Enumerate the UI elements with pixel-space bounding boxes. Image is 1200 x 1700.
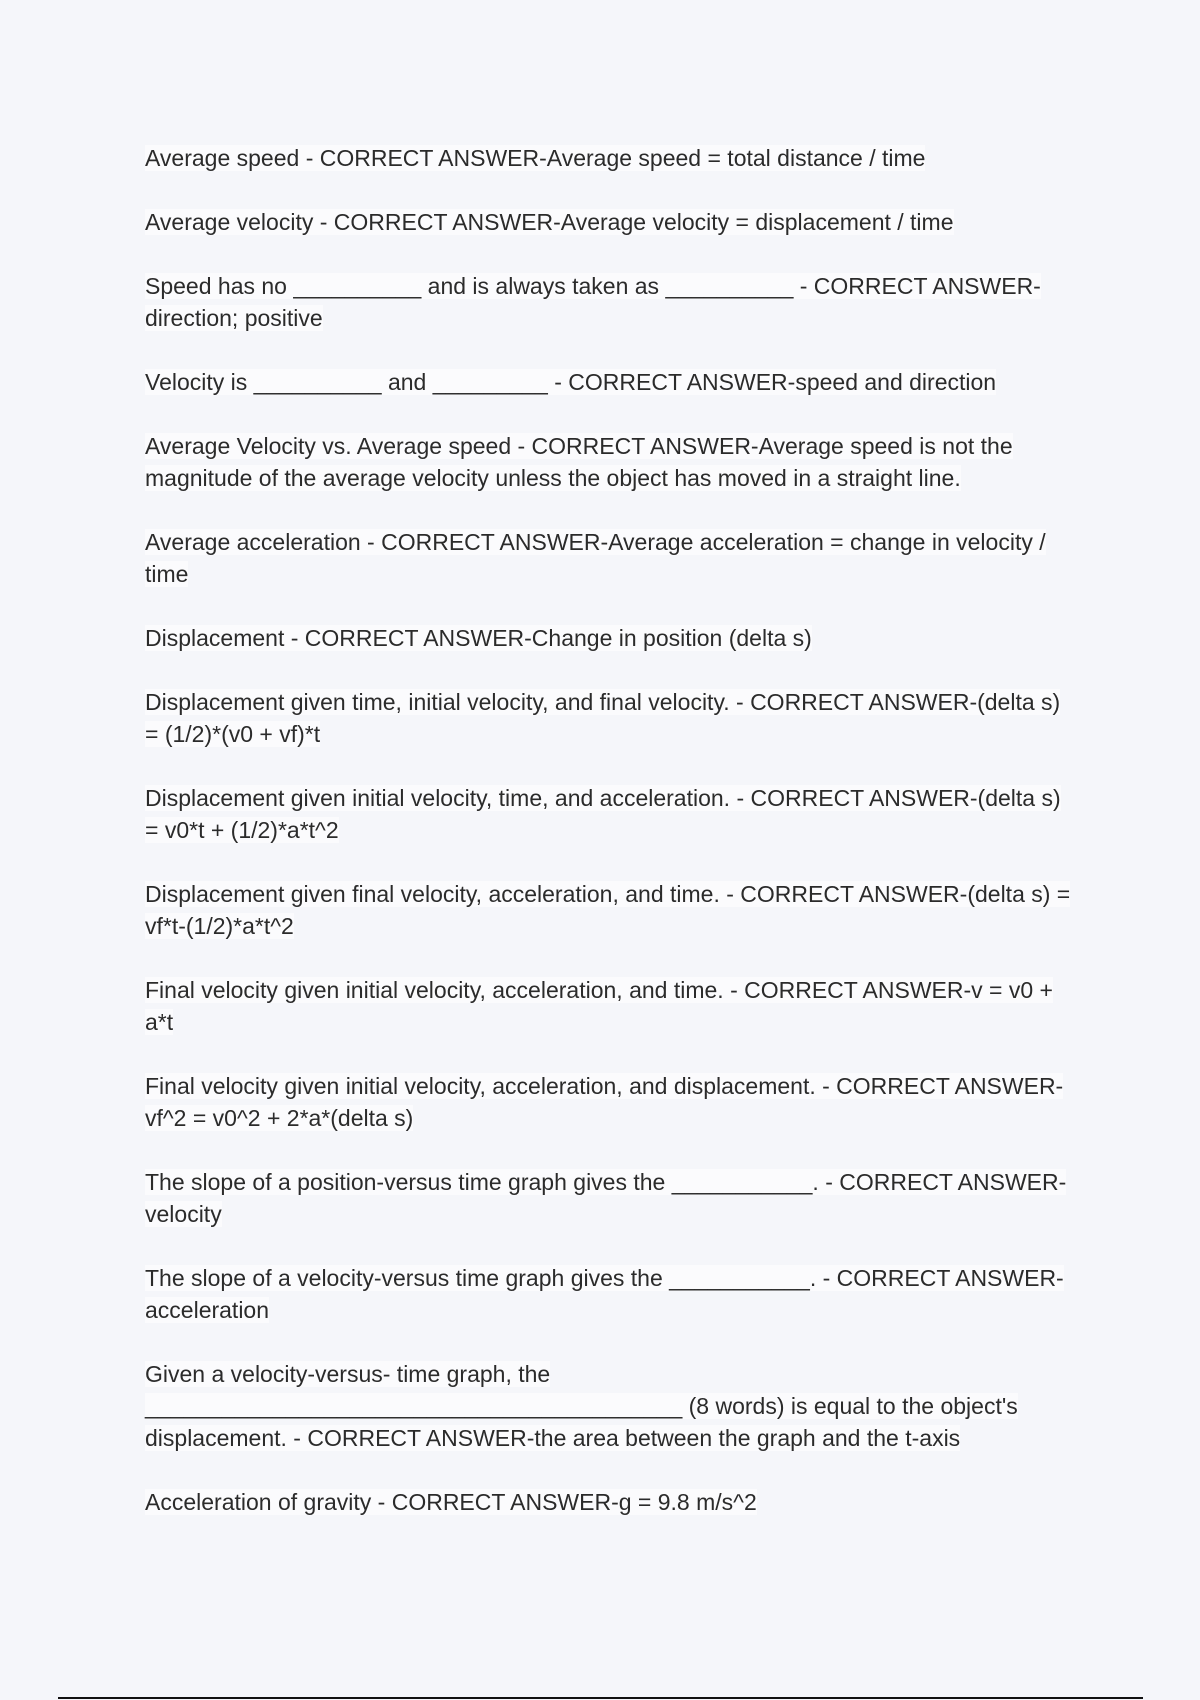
qa-item-displacement: Displacement - CORRECT ANSWER-Change in position (delta s) [145,625,812,651]
qa-item-speed-direction: Speed has no __________ and is always taken as __________ - CORRECT ANSWER-direction; positive [145,273,1041,331]
qa-item-displacement-v0-a: Displacement given initial velocity, time, and acceleration. - CORRECT ANSWER-(delta s) = v0*t + (1/2)*a*t^2 [145,785,1061,843]
qa-item-velocity-definition: Velocity is __________ and _________ - CORRECT ANSWER-speed and direction [145,369,997,395]
qa-item-velocity-vs-speed: Average Velocity vs. Average speed - CORRECT ANSWER-Average speed is not the magnitude of the average velocity unless the object has moved in a straight line. [145,433,1013,491]
qa-item-final-velocity-time: Final velocity given initial velocity, acceleration, and time. - CORRECT ANSWER-v = v0 + a*t [145,977,1053,1035]
qa-item-displacement-v0-vf: Displacement given time, initial velocity, and final velocity. - CORRECT ANSWER-(delta s) = (1/2)*(v0 + vf)*t [145,689,1061,747]
qa-item-final-velocity-displacement: Final velocity given initial velocity, acceleration, and displacement. - CORRECT ANSWER-vf^2 = v0^2 + 2*a*(delta s) [145,1073,1064,1131]
qa-item-position-graph-slope: The slope of a position-versus time graph gives the ___________. - CORRECT ANSWER-velocity [145,1169,1067,1227]
qa-item-average-velocity: Average velocity - CORRECT ANSWER-Average velocity = displacement / time [145,209,954,235]
qa-item-velocity-graph-slope: The slope of a velocity-versus time graph gives the ___________. - CORRECT ANSWER-acceleration [145,1265,1064,1323]
qa-item-displacement-vf-a: Displacement given final velocity, acceleration, and time. - CORRECT ANSWER-(delta s) = vf*t-(1/2)*a*t^2 [145,881,1071,939]
qa-item-average-speed: Average speed - CORRECT ANSWER-Average speed = total distance / time [145,145,926,171]
qa-item-velocity-graph-area: Given a velocity-versus- time graph, the __________________________________________ (8 words) is equal to the object's displacement. - CORRECT ANSWER-the area between the graph and the t-axis [145,1361,1018,1451]
qa-item-gravity: Acceleration of gravity - CORRECT ANSWER-g = 9.8 m/s^2 [145,1489,757,1515]
document-body [145,142,1075,1550]
qa-item-average-acceleration: Average acceleration - CORRECT ANSWER-Average acceleration = change in velocity / time [145,529,1046,587]
page-bottom-divider [58,1697,1143,1699]
